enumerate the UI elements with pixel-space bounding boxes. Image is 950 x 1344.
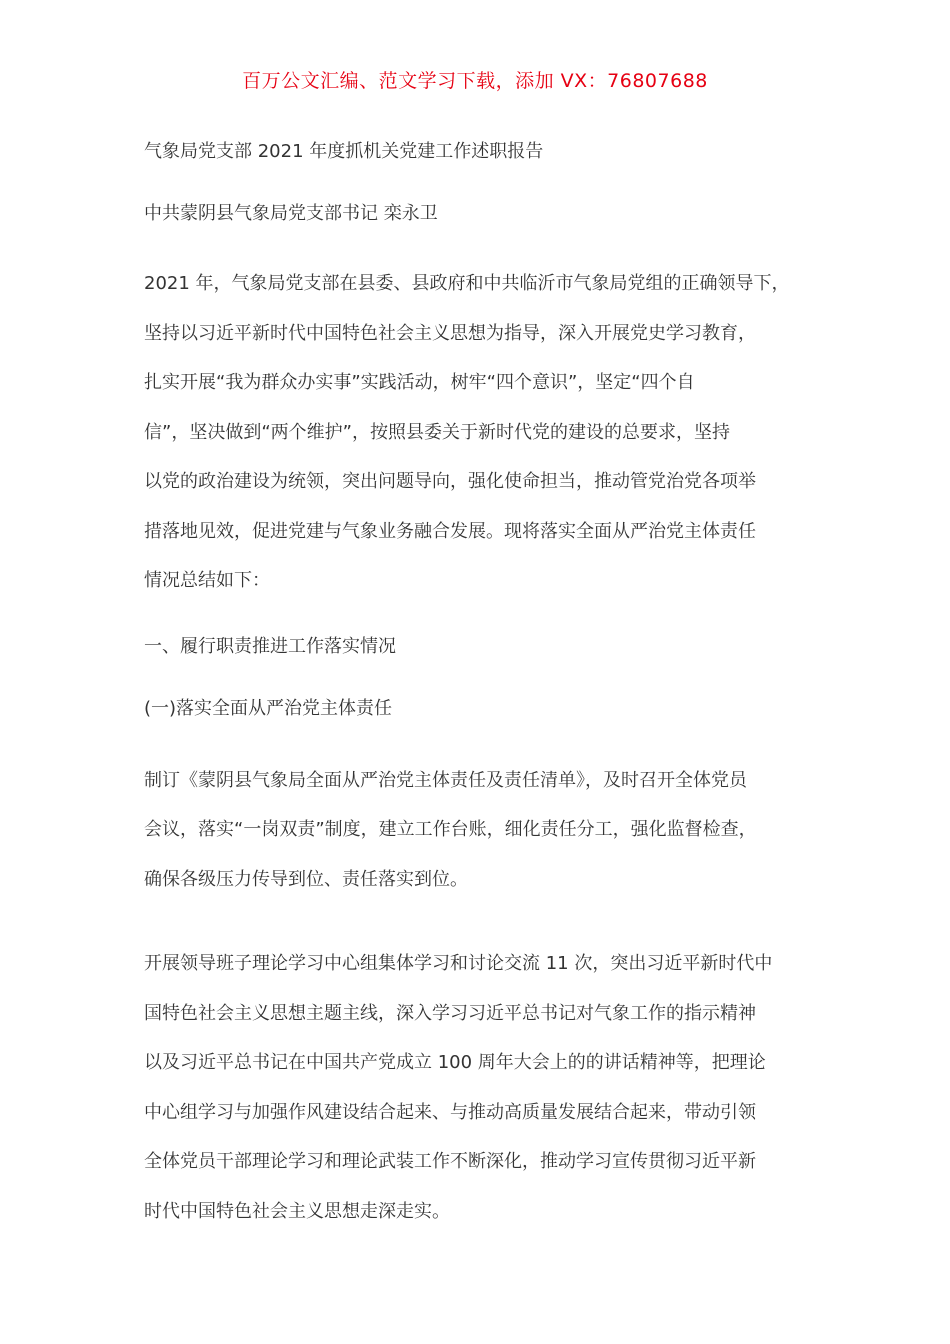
paragraph-line: 全体党员干部理论学习和理论武装工作不断深化，推动学习宣传贯彻习近平新 xyxy=(144,1151,756,1172)
paragraph-line: 中心组学习与加强作风建设结合起来、与推动高质量发展结合起来，带动引领 xyxy=(144,1101,756,1123)
paragraph-line: 开展领导班子理论学习中心组集体学习和讨论交流 11 次，突出习近平新时代中 xyxy=(144,953,773,974)
subsection-heading: (一)落实全面从严治党主体责任 xyxy=(144,697,393,719)
paragraph-line: 情况总结如下： xyxy=(144,570,270,591)
paragraph-responsibility xyxy=(144,756,824,905)
section-heading: 一、履行职责推进工作落实情况 xyxy=(144,635,396,657)
paragraph-line: 会议，落实“一岗双责”制度，建立工作台账，细化责任分工，强化监督检查， xyxy=(144,819,757,840)
paragraph-line: 国特色社会主义思想主题主线，深入学习习近平总书记对气象工作的指示精神 xyxy=(144,1002,756,1024)
paragraph-line: 以及习近平总书记在中国共产党成立 100 周年大会上的的讲话精神等，把理论 xyxy=(144,1052,766,1073)
paragraph-line: 制订《蒙阴县气象局全面从严治党主体责任及责任清单》，及时召开全体党员 xyxy=(144,769,747,791)
paragraph-line: 措落地见效，促进党建与气象业务融合发展。现将落实全面从严治党主体责任 xyxy=(144,520,756,542)
paragraph-line: 2021 年，气象局党支部在县委、县政府和中共临沂市气象局党组的正确领导下， xyxy=(144,273,790,294)
paragraph-line: 坚持以习近平新时代中国特色社会主义思想为指导，深入开展党史学习教育， xyxy=(144,322,756,344)
document-title: 气象局党支部 2021 年度抓机关党建工作述职报告 xyxy=(144,141,544,162)
paragraph-line: 以党的政治建设为统领，突出问题导向，强化使命担当，推动管党治党各项举 xyxy=(144,471,756,492)
paragraph-line: 确保各级压力传导到位、责任落实到位。 xyxy=(144,868,468,890)
paragraph-intro xyxy=(144,259,824,606)
paragraph-line: 时代中国特色社会主义思想走深走实。 xyxy=(144,1200,450,1222)
paragraph-line: 信”，坚决做到“两个维护”，按照县委关于新时代党的建设的总要求，坚持 xyxy=(144,421,730,443)
document-body xyxy=(144,137,824,1271)
paragraph-line: 扎实开展“我为群众办实事”实践活动，树牢“四个意识”，坚定“四个自 xyxy=(144,372,695,393)
paragraph-study xyxy=(144,939,824,1236)
promo-banner: 百万公文汇编、范文学习下载，添加 VX：76807688 xyxy=(242,70,708,92)
document-author: 中共蒙阴县气象局党支部书记 栾永卫 xyxy=(144,203,438,224)
